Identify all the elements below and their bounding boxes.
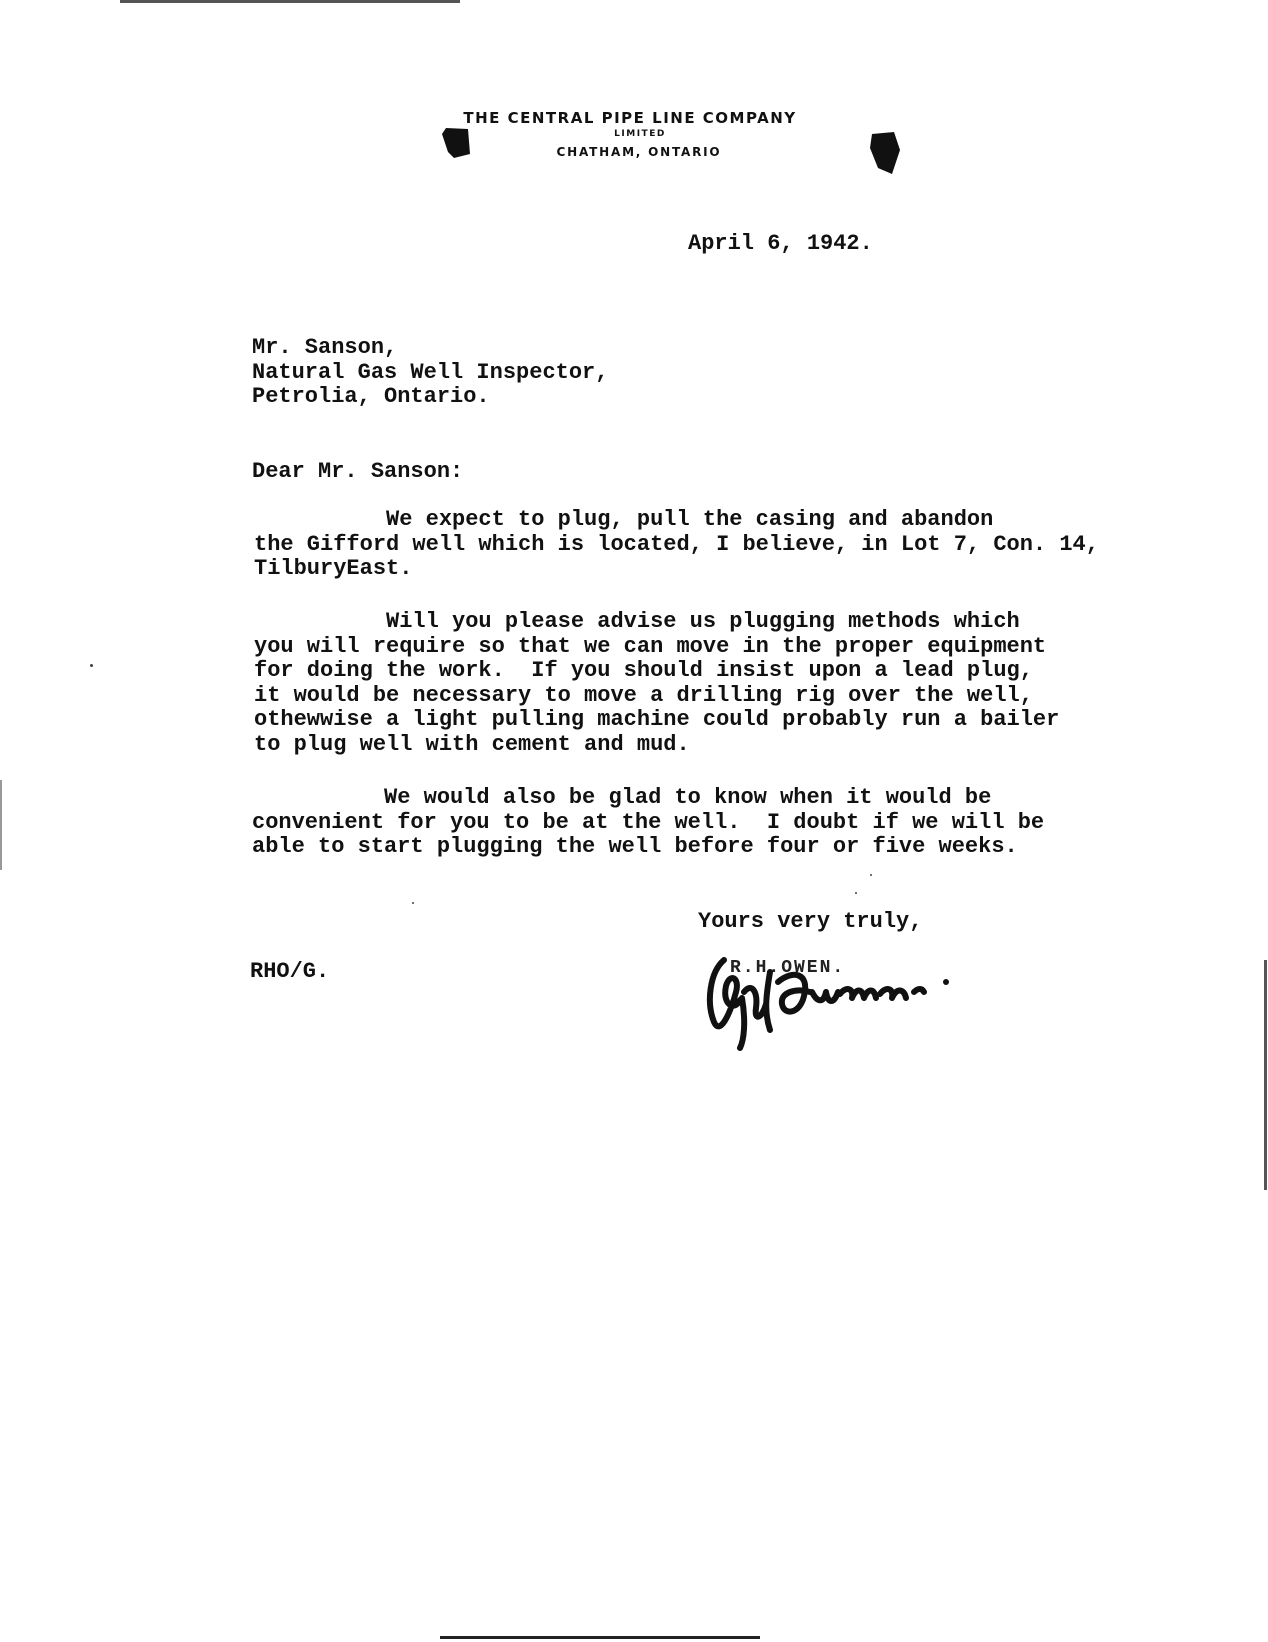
scan-edge-line-bottom	[440, 1636, 760, 1639]
scan-speck	[412, 902, 414, 904]
paragraph-line: you will require so that we can move in the proper equipment	[254, 633, 1047, 659]
paragraph-line: Will you please advise us plugging methods which	[254, 609, 1020, 634]
paragraph-line: othewwise a light pulling machine could probably run a bailer	[254, 707, 1060, 732]
paragraph-line: able to start plugging the well before four or five weeks.	[252, 834, 1018, 859]
scan-edge-right	[1264, 960, 1267, 1190]
recipient-line: Petrolia, Ontario.	[252, 384, 490, 409]
paragraph-line: to plug well with cement and mud.	[254, 731, 690, 757]
paragraph-line: it would be necessary to move a drilling rig over the well,	[254, 682, 1033, 708]
body-paragraph-2	[254, 610, 1059, 757]
scan-speck	[855, 892, 857, 894]
letterhead-city: CHATHAM, ONTARIO	[556, 145, 722, 159]
salutation: Dear Mr. Sanson:	[252, 459, 464, 484]
recipient-line: Natural Gas Well Inspector,	[252, 359, 609, 385]
paragraph-line: the Gifford well which is located, I believe, in Lot 7, Con. 14,	[254, 531, 1099, 557]
paragraph-line: We would also be glad to know when it would be	[252, 785, 992, 810]
recipient-address	[252, 336, 608, 410]
handwritten-signature-icon	[700, 952, 970, 1052]
paragraph-line: for doing the work. If you should insist upon a lead plug,	[254, 658, 1033, 683]
typed-signature-name: R.H.OWEN.	[730, 958, 846, 978]
paragraph-line: convenient for you to be at the well. I doubt if we will be	[252, 809, 1045, 835]
recipient-line: Mr. Sanson,	[252, 335, 398, 360]
body-paragraph-1	[254, 508, 1099, 582]
letterhead	[430, 108, 830, 163]
letterhead-limited: LIMITED	[614, 129, 666, 139]
letter-date: April 6, 1942.	[688, 231, 873, 256]
paragraph-line: TilburyEast.	[254, 556, 413, 581]
typist-initials: RHO/G.	[250, 959, 330, 984]
scan-speck	[90, 664, 93, 667]
letterhead-company-name: THE CENTRAL PIPE LINE COMPANY	[463, 109, 797, 127]
scan-edge-left	[0, 780, 2, 870]
complimentary-closing: Yours very truly,	[698, 909, 923, 934]
tape-mark-right-icon	[868, 130, 904, 178]
scan-speck	[870, 874, 872, 876]
scan-edge-line-top	[120, 0, 460, 3]
paragraph-line: We expect to plug, pull the casing and abandon	[254, 507, 994, 532]
body-paragraph-3	[252, 786, 1044, 860]
